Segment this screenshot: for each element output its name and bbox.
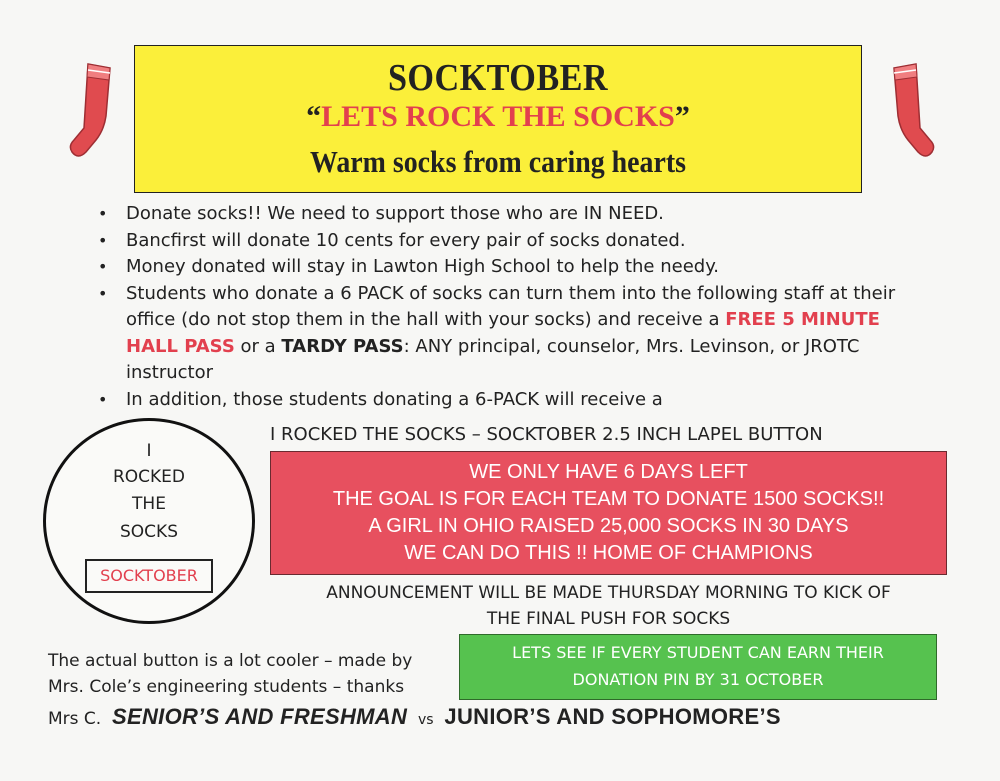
bullet-icon: •: [98, 230, 108, 250]
lapel-button-line: I ROCKED THE SOCKS – SOCKTOBER 2.5 INCH LAPEL BUTTON: [270, 424, 823, 445]
banner-slogan-line: [135, 100, 861, 134]
quote-close: ”: [674, 100, 690, 133]
pin-line-1: I: [146, 441, 152, 461]
team-a: SENIOR’S AND FRESHMAN: [112, 704, 408, 729]
free-pass-text: FREE 5 MINUTE HALL PASS: [126, 309, 880, 357]
announcement: [270, 580, 947, 632]
bullet-list: [96, 201, 936, 413]
lapel-button-illustration: [43, 418, 255, 624]
deadline-line-2: DONATION PIN BY 31 OCTOBER: [572, 670, 824, 689]
goal-line-2: THE GOAL IS FOR EACH TEAM TO DONATE 1500 SOCKS!!: [332, 488, 885, 510]
list-item: • Money donated will stay in Lawton High School to help the needy.: [96, 254, 936, 281]
pin-deadline-panel: [459, 634, 937, 700]
goal-line-1: WE ONLY HAVE 6 DAYS LEFT: [469, 461, 748, 483]
announcement-line-2: THE FINAL PUSH FOR SOCKS: [486, 609, 731, 629]
thanks-line-3: Mrs C.: [48, 709, 102, 729]
deadline-line-1: LETS SEE IF EVERY STUDENT CAN EARN THEIR: [512, 643, 884, 662]
banner-tagline: Warm socks from caring hearts: [309, 144, 687, 179]
list-item: • In addition, those students donating a 6-PACK will receive a: [96, 387, 936, 414]
announcement-line-1: ANNOUNCEMENT WILL BE MADE THURSDAY MORNING TO KICK OF: [326, 583, 891, 603]
team-b: JUNIOR’S AND SOPHOMORE’S: [444, 704, 781, 729]
sock-icon-left: [66, 60, 126, 160]
thanks-line-1: The actual button is a lot cooler – made by: [48, 651, 413, 671]
teams-line: [48, 704, 781, 730]
banner-title: SOCKTOBER: [387, 57, 609, 99]
thanks-note: [48, 648, 458, 700]
sock-icon-right: [878, 60, 938, 160]
bullet-icon: •: [98, 257, 108, 276]
bullet-icon: •: [98, 204, 108, 223]
list-item: • Bancfirst will donate 10 cents for every pair of socks donated.: [96, 228, 936, 255]
goal-panel: [270, 451, 947, 575]
banner-slogan: LETS ROCK THE SOCKS: [321, 100, 675, 133]
quote-open: “: [306, 100, 322, 133]
pin-line-2: ROCKED: [112, 467, 186, 487]
list-item: • Donate socks!! We need to support those who are IN NEED.: [96, 201, 936, 228]
goal-line-3: A GIRL IN OHIO RAISED 25,000 SOCKS IN 30 DAYS: [368, 515, 849, 537]
bullet-icon: •: [98, 283, 108, 303]
thanks-line-2: Mrs. Cole’s engineering students – thanks: [48, 677, 405, 697]
tardy-pass-text: TARDY PASS: [281, 335, 404, 357]
goal-line-4: WE CAN DO THIS !! HOME OF CHAMPIONS: [404, 542, 813, 564]
list-item: • Students who donate a 6 PACK of socks can turn them into the following staff at their office (do not stop them in the hall with your socks) and receive a FREE 5 MINUTE HALL PASS or a TARDY PASS: ANY principal, counselor, Mrs. Levinson, or JROTC instructor: [98, 282, 896, 383]
pin-line-3: THE: [132, 494, 166, 514]
pin-tag: SOCKTOBER: [85, 559, 213, 593]
pin-line-4: SOCKS: [120, 522, 178, 542]
vs-label: vs: [418, 712, 434, 728]
title-banner: [134, 45, 862, 193]
bullet-icon: •: [98, 389, 108, 409]
